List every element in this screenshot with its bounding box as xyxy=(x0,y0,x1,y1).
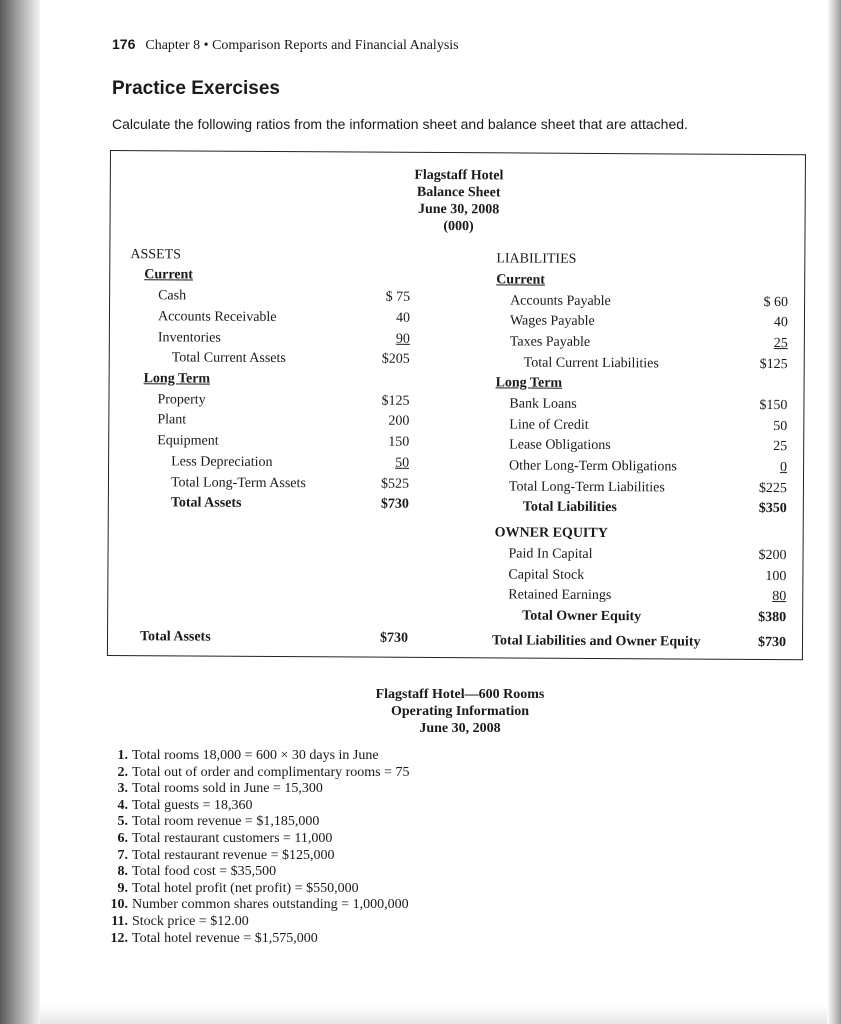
liability-label: Bank Loans xyxy=(509,396,577,412)
statement-date: June 30, 2008 xyxy=(417,201,500,218)
balance-sheet-title xyxy=(110,165,806,237)
book-binding-shadow xyxy=(0,0,40,1024)
units-note: (000) xyxy=(443,219,474,235)
item-number: 3. xyxy=(117,781,128,797)
list-item xyxy=(100,897,410,914)
less-depreciation-value: 50 xyxy=(395,455,410,471)
total-liabilities-and-equity-label: Total Liabilities and Owner Equity xyxy=(491,633,701,650)
grand-total-assets-label: Total Assets xyxy=(139,629,211,645)
liability-value: $ 60 xyxy=(763,294,789,311)
statement-name: Balance Sheet xyxy=(416,184,501,201)
page-bottom-edge xyxy=(40,1005,827,1024)
operating-info-hotel: Flagstaff Hotel—600 Rooms xyxy=(375,687,545,702)
list-item xyxy=(100,848,410,865)
list-item xyxy=(100,914,410,931)
item-text: Number common shares outstanding = 1,000,000 xyxy=(132,897,409,913)
total-liabilities-and-equity-value: $730 xyxy=(757,634,787,651)
total-long-term-liabilities-value: $225 xyxy=(758,480,787,497)
page-number: 176 xyxy=(112,36,136,52)
asset-label: Inventories xyxy=(157,330,221,346)
equity-label: Retained Earnings xyxy=(508,587,612,604)
total-current-liabilities-label: Total Current Liabilities xyxy=(523,355,659,372)
liability-label: Lease Obligations xyxy=(509,437,611,454)
liabilities-current-heading: Current xyxy=(496,272,545,288)
item-number: 10. xyxy=(110,897,128,913)
running-head xyxy=(112,36,459,54)
asset-value: $ 75 xyxy=(385,289,411,305)
item-number: 4. xyxy=(117,797,128,813)
total-current-liabilities-value: $125 xyxy=(759,356,788,373)
item-number: 12. xyxy=(110,930,128,946)
list-item xyxy=(100,765,410,782)
total-owner-equity-label: Total Owner Equity xyxy=(522,608,642,625)
item-number: 1. xyxy=(117,748,128,763)
asset-value: 40 xyxy=(395,310,411,326)
total-owner-equity-value: $380 xyxy=(758,609,787,626)
equity-value: 100 xyxy=(765,569,787,585)
equity-label: Paid In Capital xyxy=(508,546,593,562)
item-text: Total food cost = $35,500 xyxy=(132,864,277,880)
liability-value: 40 xyxy=(773,315,789,331)
instructions: Calculate the following ratios from the information sheet and balance sheet that are attached. xyxy=(112,116,688,132)
asset-value: $125 xyxy=(381,393,410,409)
liabilities-heading: LIABILITIES xyxy=(496,251,577,267)
operating-info-date: June 30, 2008 xyxy=(419,721,501,736)
item-number: 11. xyxy=(111,913,128,929)
asset-value: 90 xyxy=(395,331,410,347)
total-liabilities-label: Total Liabilities xyxy=(522,499,617,516)
section-title: Practice Exercises xyxy=(112,78,280,99)
total-assets-value: $730 xyxy=(380,496,409,512)
list-item xyxy=(100,781,410,798)
item-number: 9. xyxy=(117,880,128,896)
liability-label: Line of Credit xyxy=(509,417,589,433)
grand-total-assets-value: $730 xyxy=(379,630,409,646)
item-text: Total room revenue = $1,185,000 xyxy=(132,814,320,830)
list-item xyxy=(100,931,410,948)
operating-info-list xyxy=(100,748,410,947)
liability-label: Wages Payable xyxy=(509,313,595,329)
liability-label: Taxes Payable xyxy=(509,334,591,350)
total-liabilities-value: $350 xyxy=(758,500,787,517)
assets-current-heading: Current xyxy=(144,267,194,283)
total-assets-label: Total Assets xyxy=(170,495,242,511)
liability-label: Accounts Payable xyxy=(510,293,611,310)
item-text: Total rooms 18,000 = 600 × 30 days in June xyxy=(132,748,379,763)
assets-heading: ASSETS xyxy=(130,247,181,263)
company-name: Flagstaff Hotel xyxy=(414,167,504,184)
asset-value: 200 xyxy=(388,413,410,429)
liability-value: 25 xyxy=(773,439,788,455)
item-number: 6. xyxy=(117,830,128,846)
total-long-term-liabilities-label: Total Long-Term Liabilities xyxy=(508,479,665,496)
owner-equity-heading: OWNER EQUITY xyxy=(494,525,608,542)
list-item xyxy=(100,814,410,831)
list-item xyxy=(100,798,410,815)
asset-label: Plant xyxy=(157,412,187,428)
item-text: Stock price = $12.00 xyxy=(132,913,249,929)
asset-label: Cash xyxy=(158,288,187,304)
operating-info-heading: Operating Information xyxy=(390,704,530,719)
less-depreciation-label: Less Depreciation xyxy=(171,454,273,470)
item-text: Total hotel revenue = $1,575,000 xyxy=(132,930,318,946)
item-number: 7. xyxy=(117,847,128,863)
assets-long-term-heading: Long Term xyxy=(143,371,211,387)
liability-value: $150 xyxy=(759,397,788,414)
liability-value: 0 xyxy=(780,460,788,476)
equity-value: $200 xyxy=(758,547,787,564)
list-item xyxy=(100,748,410,765)
balance-sheet-box xyxy=(107,150,806,660)
item-text: Total restaurant customers = 11,000 xyxy=(132,830,333,846)
list-item xyxy=(100,831,410,848)
asset-label: Accounts Receivable xyxy=(157,309,277,326)
item-number: 2. xyxy=(117,764,128,780)
chapter-title: Chapter 8 • Comparison Reports and Financial Analysis xyxy=(145,38,459,53)
liability-value: 25 xyxy=(773,336,788,352)
page-edge-shadow xyxy=(827,0,841,1024)
equity-label: Capital Stock xyxy=(508,567,585,583)
item-text: Total rooms sold in June = 15,300 xyxy=(132,781,323,797)
asset-label: Equipment xyxy=(157,433,219,449)
item-number: 8. xyxy=(117,864,128,880)
list-item xyxy=(100,864,410,881)
operating-info-title xyxy=(290,686,630,737)
liability-value: 50 xyxy=(773,419,788,435)
item-text: Total restaurant revenue = $125,000 xyxy=(132,847,335,863)
liability-label: Other Long-Term Obligations xyxy=(509,458,677,475)
liabilities-long-term-heading: Long Term xyxy=(495,375,563,391)
item-text: Total guests = 18,360 xyxy=(132,797,253,813)
total-long-term-assets-label: Total Long-Term Assets xyxy=(170,475,306,492)
item-text: Total hotel profit (net profit) = $550,000 xyxy=(132,880,359,896)
asset-label: Property xyxy=(157,392,206,408)
item-number: 5. xyxy=(117,814,128,830)
equity-value: 80 xyxy=(772,589,787,605)
list-item xyxy=(100,881,410,898)
total-long-term-assets-value: $525 xyxy=(380,476,410,492)
asset-value: 150 xyxy=(388,434,410,450)
total-current-assets-value: $205 xyxy=(381,351,410,367)
item-text: Total out of order and complimentary rooms = 75 xyxy=(132,764,410,780)
total-current-assets-label: Total Current Assets xyxy=(171,350,286,367)
